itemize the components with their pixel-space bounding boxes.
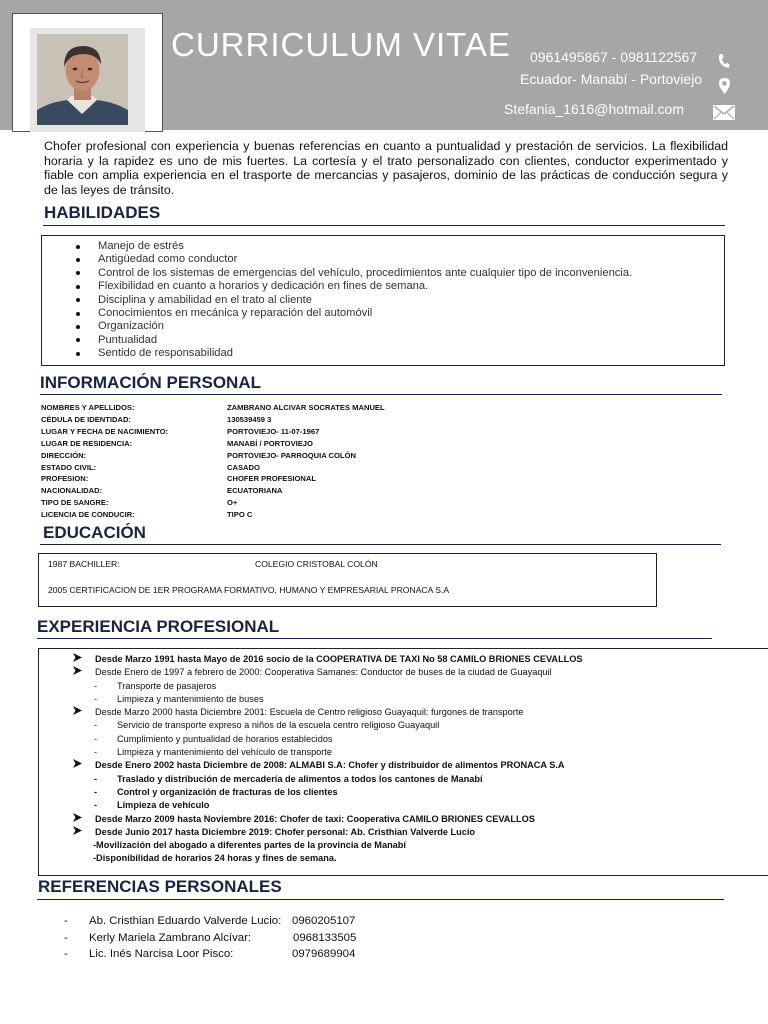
phone-numbers: 0961495867 - 0981122567 (530, 49, 698, 65)
reference-phone: 0960205107 (292, 915, 356, 927)
dash-bullet: - (64, 931, 68, 944)
list-item: Puntualidad (98, 334, 632, 347)
experience-job-text: Desde Enero de 1997 a febrero de 2000: Cooperativa Samanes: Conductor de buses de la ciudad de Guayaquil (95, 667, 552, 678)
info-row (41, 509, 385, 521)
arrow-bullet-icon (73, 706, 82, 719)
info-row (41, 426, 385, 438)
info-row (41, 462, 385, 474)
experience-task-text: Limpieza y mantenimiento de buses (117, 693, 264, 704)
page-title: CURRICULUM VITAE (171, 26, 511, 63)
skills-divider (43, 225, 725, 226)
info-row (41, 473, 385, 485)
phone-icon (717, 53, 730, 69)
info-label: PROFESION: (41, 474, 89, 484)
dash-bullet: - (64, 915, 68, 927)
reference-item (64, 930, 281, 947)
experience-job (73, 813, 583, 826)
info-value: PORTOVIEJO- PARROQUIA COLÓN (227, 450, 356, 460)
experience-divider (37, 638, 712, 639)
info-value: CASADO (227, 462, 260, 472)
education-line-2: 2005 CERTIFICACION DE 1ER PROGRAMA FORMATIVO, HUMANO Y EMPRESARIAL PRONACA S.A (48, 585, 450, 595)
personal-info-heading: INFORMACIÓN PERSONAL (40, 373, 261, 392)
list-item: Conocimientos en mecánica y reparación del automóvil (98, 307, 632, 320)
experience-job (73, 826, 583, 839)
reference-item (64, 913, 281, 930)
experience-job-text: Desde Marzo 2000 hasta Diciembre 2001: Escuela de Centro religioso Guayaquil: furgones de transporte (95, 707, 524, 718)
experience-job-text: Desde Marzo 1991 hasta Mayo de 2016 socio de la COOPERATIVA DE TAXI No 58 CAMILO BRIONES CEVALLOS (95, 654, 583, 664)
reference-name: Lic. Inés Narcisa Loor Pisco: (89, 948, 234, 961)
dash-bullet: - (94, 800, 98, 811)
info-row (41, 497, 385, 509)
info-value: CHOFER PROFESIONAL (227, 474, 317, 484)
info-row (41, 438, 385, 450)
info-value: MANABÍ / PORTOVIEJO (227, 438, 313, 448)
reference-phone: 0968133505 (293, 931, 357, 944)
location-pin-icon (718, 77, 731, 95)
list-item: Control de los sistemas de emergencias del vehículo, procedimientos ante cualquier tipo de inconveniencia. (98, 266, 633, 279)
info-row (41, 414, 385, 426)
experience-note: -Disponibilidad de horarios 24 horas y fines de semana. (93, 853, 337, 864)
experience-task (73, 773, 583, 786)
dash-bullet: - (94, 733, 98, 744)
experience-task (73, 733, 583, 746)
list-item: Sentido de responsabilidad (98, 347, 632, 360)
arrow-bullet-icon (73, 653, 82, 666)
experience-job (73, 653, 583, 666)
experience-task-text: Traslado y distribución de mercadería de alimentos a todos los cantones de Manabí (117, 773, 483, 784)
experience-task-text: Transporte de pasajeros (117, 680, 217, 691)
personal-info-divider (40, 394, 722, 395)
dash-bullet: - (94, 680, 98, 691)
experience-task-text: Control y organización de fracturas de los clientes (117, 786, 338, 797)
skills-list (98, 240, 632, 361)
info-label: ESTADO CIVIL: (41, 462, 97, 472)
education-heading: EDUCACIÓN (43, 523, 146, 542)
info-row (41, 450, 385, 462)
dash-bullet: - (94, 720, 98, 731)
list-item: Antigüedad como conductor (98, 253, 632, 266)
info-label: LUGAR DE RESIDENCIA: (41, 438, 133, 448)
experience-job-text: Desde Junio 2017 hasta Diciembre 2019: Chofer personal: Ab. Cristhian Valverde Lucio (95, 826, 476, 837)
dash-bullet: - (94, 693, 98, 704)
experience-task-text: Limpieza de vehículo (117, 800, 210, 811)
experience-job-text: Desde Marzo 2009 hasta Noviembre 2016: Chofer de taxi: Cooperativa CAMILO BRIONES CEVALLOS (95, 813, 535, 824)
info-value: ECUATORIANA (227, 486, 283, 496)
info-label: NOMBRES Y APELLIDOS: (41, 403, 135, 412)
reference-name: Kerly Mariela Zambrano Alcívar: (89, 931, 252, 944)
experience-list (73, 653, 583, 866)
education-divider (40, 544, 721, 545)
experience-task (73, 693, 583, 706)
education-school-1: COLEGIO CRISTOBAL COLÓN (255, 559, 378, 569)
info-value: PORTOVIEJO- 11-07-1967 (227, 426, 320, 436)
references-list (64, 913, 281, 963)
arrow-bullet-icon (73, 813, 82, 826)
experience-heading: EXPERIENCIA PROFESIONAL (37, 617, 280, 636)
experience-task (73, 719, 583, 732)
info-value: O+ (227, 498, 238, 508)
references-heading: REFERENCIAS PERSONALES (38, 877, 282, 896)
experience-task-text: Cumplimiento y puntualidad de horarios establecidos (117, 733, 333, 744)
dash-bullet: - (64, 948, 68, 961)
dash-bullet: - (94, 747, 98, 758)
profile-photo (37, 34, 128, 125)
info-row (41, 485, 385, 497)
experience-job (73, 759, 583, 772)
email-text: Stefania_1616@hotmail.com (504, 101, 684, 117)
references-divider (37, 899, 724, 900)
reference-name: Ab. Cristhian Eduardo Valverde Lucio: (89, 915, 282, 927)
info-label: LUGAR Y FECHA DE NACIMIENTO: (41, 426, 169, 436)
info-value: TIPO C (227, 510, 253, 520)
info-label: TIPO DE SANGRE: (41, 498, 109, 508)
info-value: ZAMBRANO ALCIVAR SOCRATES MANUEL (227, 403, 385, 412)
info-label: CÉDULA DE IDENTIDAD: (41, 414, 131, 424)
list-item: Organización (98, 320, 632, 333)
experience-task-text: Servicio de transporte expreso a niños de la escuela centro religioso Guayaquil (117, 720, 440, 731)
experience-task-text: Limpieza y mantenimiento del vehículo de transporte (117, 747, 333, 758)
arrow-bullet-icon (73, 759, 82, 772)
list-item: Flexibilidad en cuanto a horarios y dedicación en fines de semana. (98, 280, 632, 293)
experience-job (73, 706, 583, 719)
list-item: Manejo de estrés (98, 240, 632, 253)
experience-task (73, 680, 583, 693)
envelope-icon (713, 105, 735, 120)
info-row (41, 402, 385, 414)
experience-task (73, 786, 583, 799)
experience-job (73, 666, 583, 679)
reference-phones (292, 913, 356, 963)
personal-info-table (41, 402, 385, 521)
reference-phone: 0979689904 (292, 948, 356, 961)
info-label: LICENCIA DE CONDUCIR: (41, 510, 135, 520)
profile-summary: Chofer profesional con experiencia y buenas referencias en cuanto a puntualidad y prestación de servicios. La flexibilidad horaria y la rapidez es uno de mis fuertes. La cortesía y el trato personalizado con clientes, conductor experimentado y fiable con amplia experiencia en el trasporte de mercancias y pasajeros, dominio de las prácticas de conducción segura y de las leyes de tránsito. (44, 139, 728, 197)
info-label: NACIONALIDAD: (41, 486, 103, 496)
info-label: DIRECCIÓN: (41, 450, 87, 460)
experience-note: -Movilización del abogado a diferentes partes de la provincia de Manabí (93, 840, 406, 851)
list-item: Disciplina y amabilidad en el trato al cliente (98, 294, 632, 307)
info-value: 130539459 3 (227, 414, 272, 424)
arrow-bullet-icon (73, 826, 82, 839)
dash-bullet: - (94, 773, 98, 784)
experience-job-text: Desde Enero 2002 hasta Diciembre de 2008: ALMABI S.A: Chofer y distribuidor de alimentos PRONACA S.A (95, 760, 565, 771)
experience-task (73, 746, 583, 759)
location-text: Ecuador- Manabí - Portoviejo (520, 71, 703, 87)
arrow-bullet-icon (73, 666, 82, 679)
education-year-1: 1987 BACHILLER: (48, 559, 120, 569)
reference-item (64, 946, 281, 963)
dash-bullet: - (94, 786, 98, 797)
skills-heading: HABILIDADES (44, 203, 161, 222)
experience-task (73, 799, 583, 812)
